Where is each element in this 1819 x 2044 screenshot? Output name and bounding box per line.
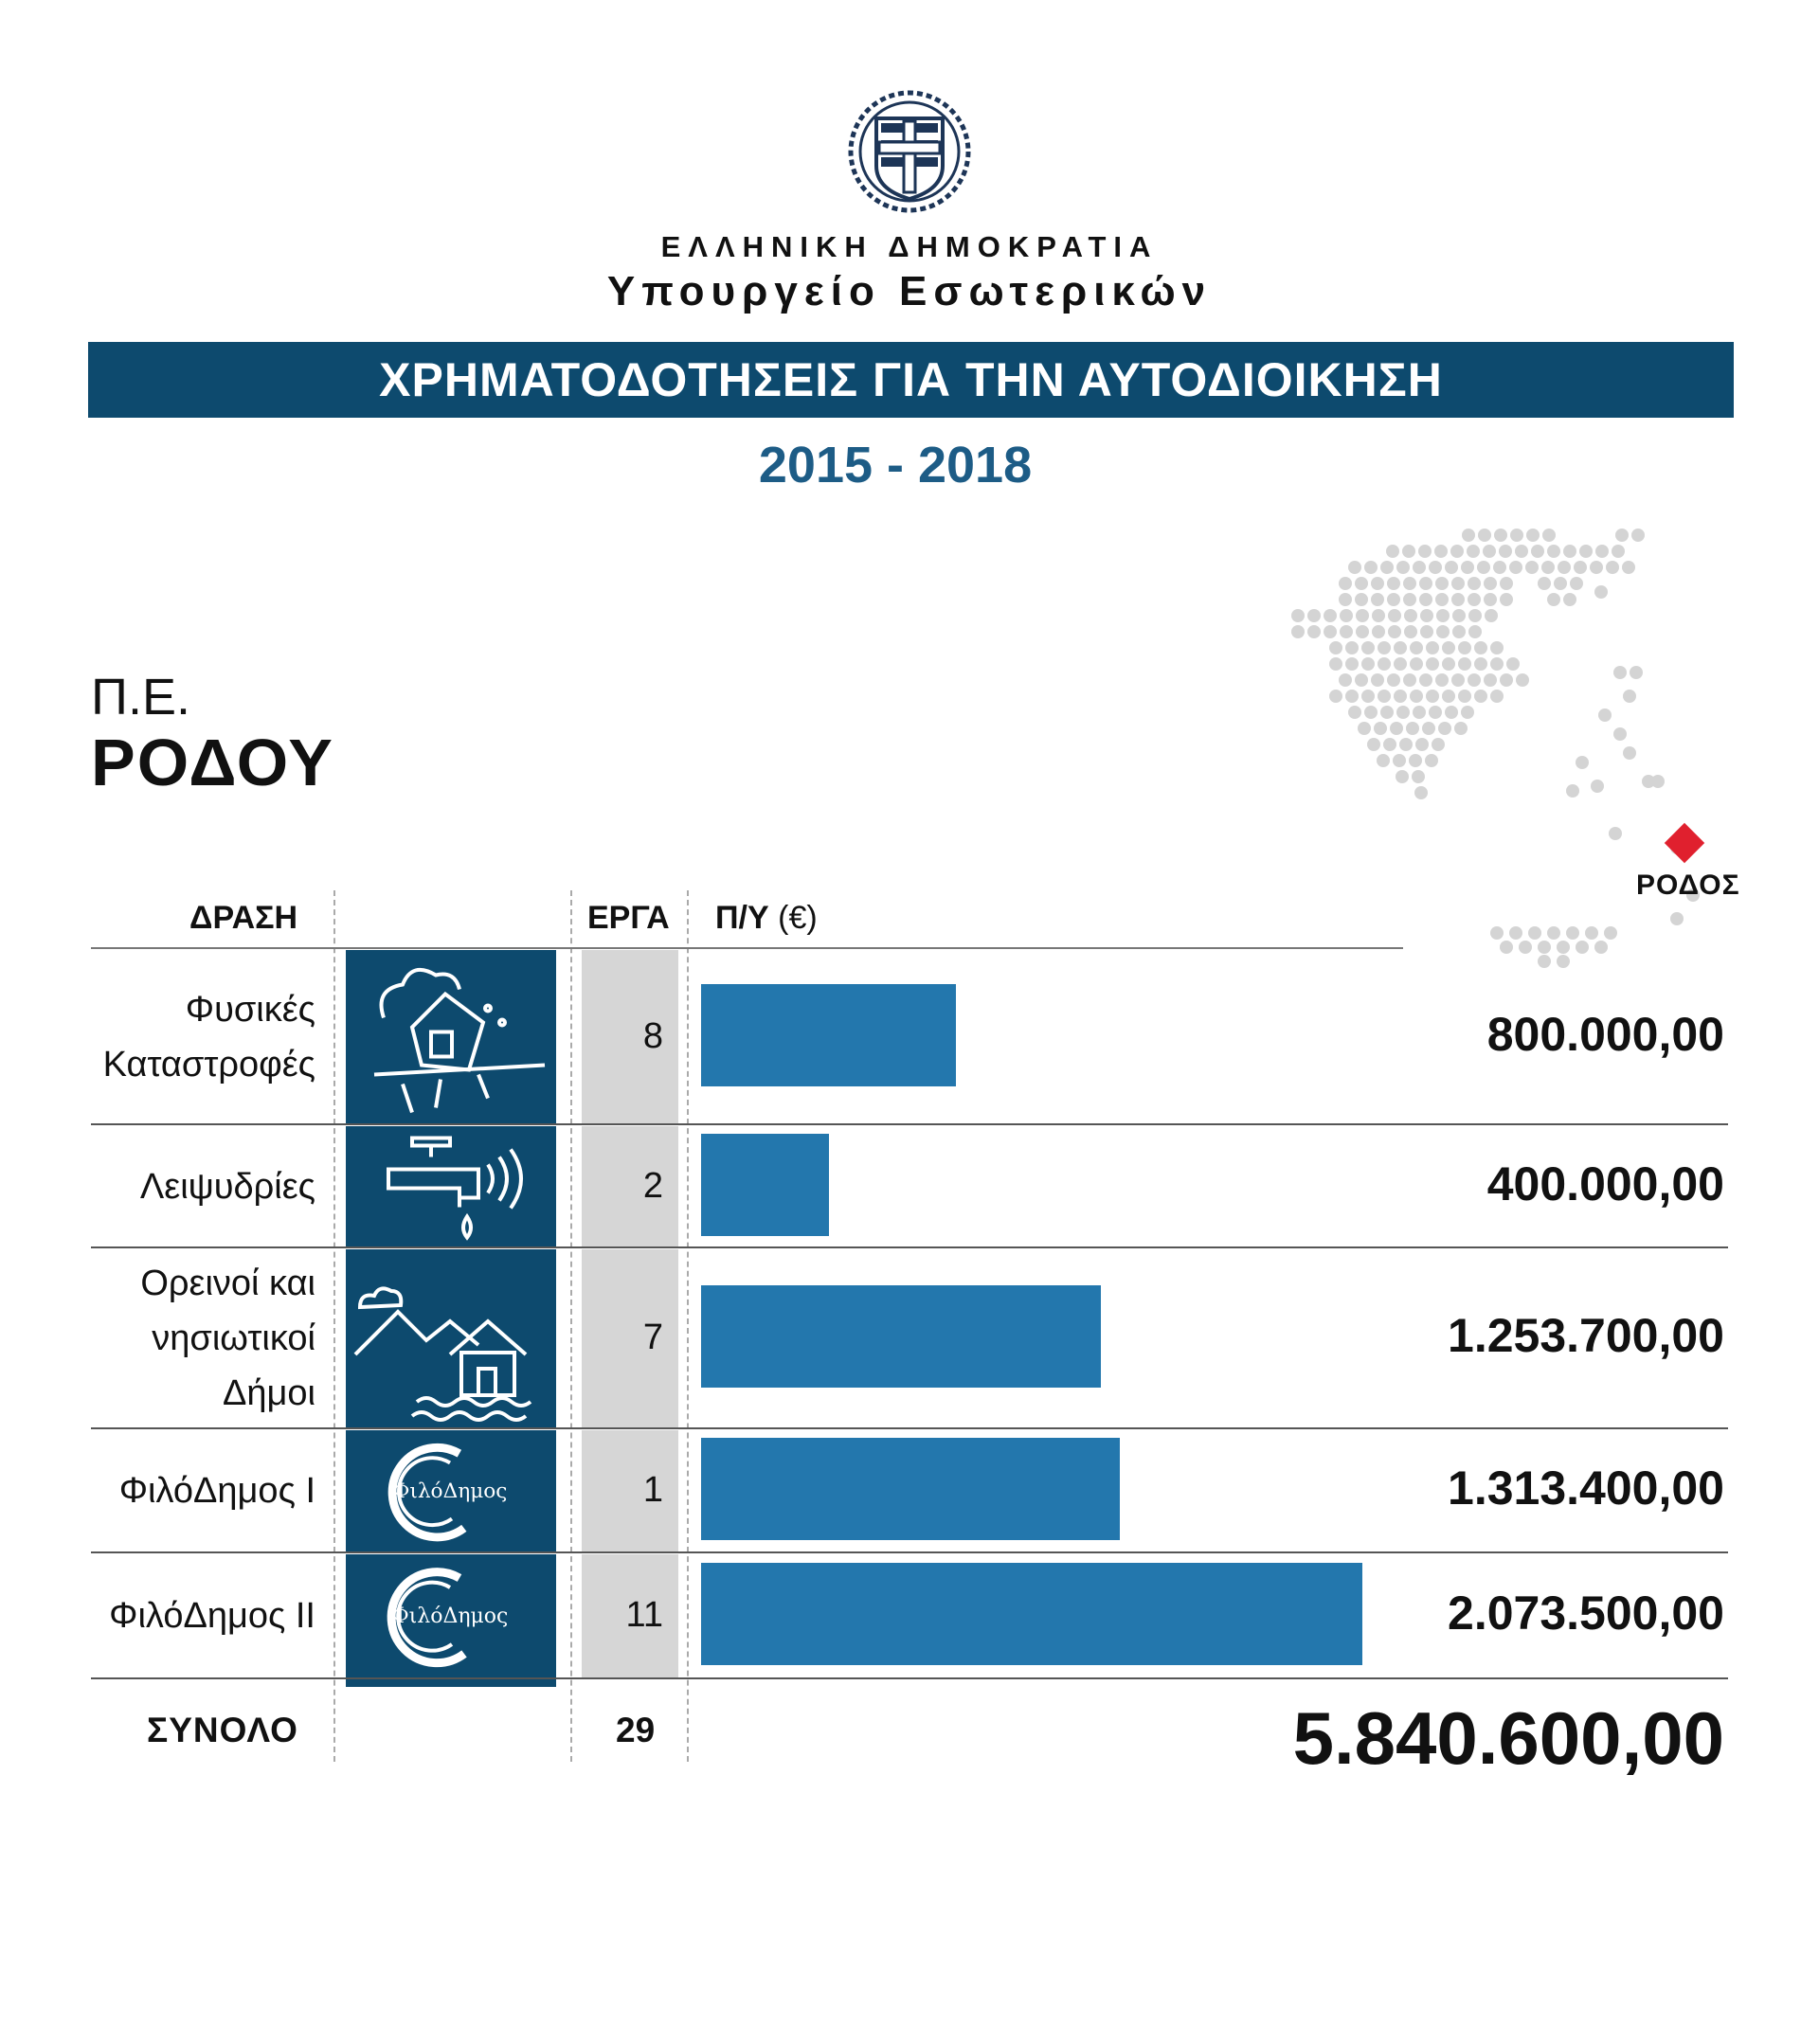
map-dot — [1484, 673, 1497, 687]
map-dot — [1414, 786, 1428, 799]
map-dot — [1494, 529, 1507, 542]
map-dot — [1420, 625, 1433, 638]
action-label-line: Λειψυδρίες — [139, 1166, 315, 1207]
header-budget-label: Π/Υ — [715, 900, 769, 936]
map-dot — [1595, 545, 1609, 558]
map-dot — [1291, 609, 1305, 622]
column-divider — [687, 890, 689, 1762]
map-dot — [1558, 561, 1571, 574]
map-dot — [1403, 577, 1416, 590]
map-dot — [1426, 641, 1439, 654]
map-dot — [1429, 561, 1442, 574]
map-dot — [1387, 673, 1400, 687]
map-dot — [1356, 609, 1369, 622]
map-dot — [1566, 784, 1579, 798]
map-dot — [1415, 738, 1429, 751]
map-dot — [1412, 770, 1425, 783]
map-dot — [1615, 529, 1629, 542]
map-dot — [1380, 706, 1394, 719]
action-label — [119, 1463, 315, 1518]
map-dot — [1361, 657, 1375, 671]
map-dot — [1371, 673, 1384, 687]
map-dot — [1324, 625, 1337, 638]
map-dot — [1474, 641, 1487, 654]
map-dot — [1604, 926, 1617, 940]
map-dot — [1442, 657, 1455, 671]
header-action: ΔΡΑΣΗ — [189, 900, 298, 936]
map-dot — [1434, 545, 1448, 558]
row-divider — [91, 1551, 1728, 1553]
map-dot — [1380, 561, 1394, 574]
map-dot — [1630, 666, 1643, 679]
map-dot — [1396, 706, 1410, 719]
map-dot — [1435, 593, 1449, 606]
map-dot — [1426, 657, 1439, 671]
map-dot — [1519, 941, 1532, 954]
map-dot — [1451, 577, 1465, 590]
map-dot — [1458, 641, 1471, 654]
map-dot — [1484, 593, 1497, 606]
map-dot — [1598, 708, 1612, 722]
page-title: ΧΡΗΜΑΤΟΔΟΤΗΣΕΙΣ ΓΙΑ ΤΗΝ ΑΥΤΟΔΙΟΙΚΗΣΗ — [379, 353, 1443, 406]
budget-bar — [701, 1285, 1101, 1388]
row-divider — [91, 1246, 1728, 1248]
map-dot — [1329, 657, 1342, 671]
map-dot — [1515, 545, 1528, 558]
map-dot — [1478, 529, 1491, 542]
action-label-line: ΦιλόΔημος Ι — [118, 1471, 315, 1511]
svg-text:ΦιλόΔημος: ΦιλόΔημος — [392, 1479, 508, 1503]
map-dot — [1452, 625, 1466, 638]
map-dot — [1474, 657, 1487, 671]
map-dot — [1526, 529, 1540, 542]
map-dot — [1355, 577, 1368, 590]
map-dot — [1339, 577, 1352, 590]
map-dot — [1402, 545, 1415, 558]
map-dot — [1462, 529, 1475, 542]
action-label-line: Δήμοι — [223, 1373, 315, 1413]
map-dot — [1329, 690, 1342, 703]
map-dot — [1622, 561, 1635, 574]
map-dot — [1554, 577, 1567, 590]
map-dot — [1590, 561, 1603, 574]
map-dot — [1345, 690, 1359, 703]
map-dot — [1570, 577, 1583, 590]
map-dot — [1339, 593, 1352, 606]
map-dot — [1594, 585, 1608, 599]
map-dot — [1356, 625, 1369, 638]
map-dot — [1378, 657, 1391, 671]
map-dot — [1329, 641, 1342, 654]
map-dot — [1547, 926, 1560, 940]
map-dot — [1410, 641, 1423, 654]
map-dot — [1579, 545, 1593, 558]
map-dot — [1613, 666, 1627, 679]
map-dot — [1399, 738, 1413, 751]
action-label-line: ΦιλόΔημος ΙΙ — [109, 1596, 315, 1636]
map-dot — [1361, 641, 1375, 654]
row-divider — [91, 1123, 1728, 1125]
map-dot — [1490, 690, 1504, 703]
map-dot — [1474, 690, 1487, 703]
map-dot — [1432, 738, 1445, 751]
map-dot — [1461, 706, 1474, 719]
map-dot — [1388, 609, 1401, 622]
year-range: 2015 - 2018 — [758, 437, 1033, 493]
map-dot — [1591, 780, 1604, 793]
region-prefix: Π.Ε. — [91, 669, 191, 726]
map-dot — [1468, 593, 1481, 606]
map-dot — [1623, 746, 1636, 760]
map-dot — [1291, 625, 1305, 638]
map-dot — [1378, 690, 1391, 703]
map-dot — [1631, 529, 1645, 542]
map-dot — [1355, 593, 1368, 606]
map-dot — [1345, 641, 1359, 654]
map-dot — [1484, 577, 1497, 590]
map-dot — [1509, 561, 1522, 574]
disaster-icon — [346, 950, 556, 1123]
map-dot — [1490, 657, 1504, 671]
header-divider — [91, 947, 1403, 949]
map-dot — [1442, 641, 1455, 654]
map-dot — [1374, 722, 1387, 735]
map-dot — [1458, 690, 1471, 703]
budget-amount: 400.000,00 — [1486, 1156, 1724, 1210]
map-dot — [1419, 673, 1432, 687]
map-dot — [1409, 754, 1422, 767]
action-label-line: Φυσικές — [185, 989, 315, 1030]
map-dot — [1436, 609, 1450, 622]
map-dot — [1403, 673, 1416, 687]
map-dot — [1468, 673, 1481, 687]
map-dot — [1670, 912, 1684, 925]
map-dot — [1563, 593, 1576, 606]
total-projects: 29 — [616, 1711, 656, 1749]
greek-coat-of-arms-icon — [843, 85, 976, 218]
action-label-line: Ορεινοί και — [140, 1264, 315, 1303]
map-dot — [1413, 706, 1426, 719]
map-dot — [1613, 727, 1627, 741]
map-dot — [1623, 690, 1636, 703]
map-dot — [1418, 545, 1432, 558]
map-dot — [1445, 561, 1458, 574]
map-dot — [1585, 926, 1598, 940]
filodimos-logo-icon — [346, 1430, 556, 1551]
map-dot — [1454, 722, 1468, 735]
map-dot — [1450, 545, 1464, 558]
map-dot — [1436, 625, 1450, 638]
map-dot — [1563, 545, 1576, 558]
map-dot — [1538, 941, 1551, 954]
map-dot — [1538, 955, 1551, 968]
map-dot — [1307, 609, 1321, 622]
budget-amount: 1.313.400,00 — [1448, 1461, 1724, 1515]
map-dot — [1442, 690, 1455, 703]
map-dot — [1358, 722, 1371, 735]
map-dot — [1377, 754, 1390, 767]
map-dot — [1394, 641, 1407, 654]
map-dot — [1500, 941, 1513, 954]
projects-count: 2 — [642, 1165, 663, 1206]
water-tap-icon — [346, 1126, 556, 1246]
column-divider — [570, 890, 572, 1762]
map-dot — [1566, 926, 1579, 940]
action-label — [103, 982, 315, 1092]
map-dot — [1383, 738, 1396, 751]
map-dot — [1542, 529, 1556, 542]
map-dot — [1425, 754, 1438, 767]
total-amount: 5.840.600,00 — [1292, 1696, 1724, 1780]
map-dot — [1490, 926, 1504, 940]
projects-count: 11 — [625, 1595, 663, 1635]
map-dot — [1500, 673, 1513, 687]
map-dot — [1324, 609, 1337, 622]
map-dot — [1557, 941, 1570, 954]
projects-count: 1 — [642, 1470, 663, 1510]
map-dot — [1458, 657, 1471, 671]
filodimos-logo-icon — [346, 1554, 556, 1677]
map-dot — [1394, 690, 1407, 703]
svg-text:ΦιλόΔημος: ΦιλόΔημος — [391, 1605, 509, 1628]
map-dot — [1371, 577, 1384, 590]
budget-bar — [701, 984, 956, 1086]
map-dot — [1348, 561, 1361, 574]
ministry-label: Υπουργείο Εσωτερικών — [606, 268, 1213, 314]
map-dot — [1396, 561, 1410, 574]
budget-bar — [701, 1438, 1120, 1540]
map-dot — [1477, 561, 1490, 574]
total-label: ΣΥΝΟΛΟ — [147, 1711, 298, 1749]
map-dot — [1410, 657, 1423, 671]
map-dot — [1445, 706, 1458, 719]
map-dot — [1404, 625, 1417, 638]
budget-bar — [701, 1563, 1362, 1665]
map-dot — [1394, 657, 1407, 671]
map-dot — [1404, 609, 1417, 622]
map-dot — [1557, 955, 1570, 968]
map-dot — [1606, 561, 1619, 574]
map-dot — [1500, 577, 1513, 590]
map-dot — [1390, 722, 1403, 735]
map-dot — [1419, 577, 1432, 590]
column-divider — [333, 890, 335, 1762]
map-dot — [1594, 941, 1608, 954]
map-dot — [1340, 625, 1353, 638]
map-dot — [1429, 706, 1442, 719]
map-dot — [1609, 827, 1622, 840]
map-dot — [1468, 609, 1482, 622]
budget-amount: 2.073.500,00 — [1448, 1587, 1724, 1640]
row-divider — [91, 1677, 1728, 1679]
map-marker-label: ΡΟΔΟΣ — [1636, 870, 1740, 901]
map-dot — [1576, 941, 1589, 954]
map-dot — [1468, 625, 1482, 638]
map-dot — [1506, 657, 1520, 671]
map-dot — [1367, 738, 1380, 751]
map-dot — [1355, 673, 1368, 687]
map-dot — [1468, 577, 1481, 590]
map-dot — [1378, 641, 1391, 654]
map-dot — [1364, 561, 1378, 574]
map-dot — [1388, 625, 1401, 638]
map-dot — [1576, 756, 1589, 769]
map-dot — [1452, 609, 1466, 622]
budget-amount: 800.000,00 — [1486, 1007, 1724, 1061]
map-dot — [1413, 561, 1426, 574]
projects-count: 7 — [642, 1318, 663, 1357]
action-label-line: νησιωτικοί — [152, 1318, 315, 1358]
map-marker-icon — [1665, 823, 1704, 863]
action-label — [140, 1256, 315, 1421]
map-dot — [1345, 657, 1359, 671]
republic-label: ΕΛΛΗΝΙΚΗ ΔΗΜΟΚΡΑΤΙΑ — [660, 230, 1159, 263]
map-dot — [1531, 545, 1544, 558]
action-label — [140, 1159, 315, 1214]
map-dot — [1340, 609, 1353, 622]
map-dot — [1651, 775, 1665, 788]
map-dot — [1493, 561, 1506, 574]
map-dot — [1612, 545, 1625, 558]
map-dot — [1509, 926, 1522, 940]
map-dot — [1339, 673, 1352, 687]
map-dot — [1419, 593, 1432, 606]
map-dot — [1574, 561, 1587, 574]
map-dot — [1500, 593, 1513, 606]
map-dot — [1516, 673, 1529, 687]
icon-column-end — [346, 1679, 556, 1687]
map-dot — [1372, 609, 1385, 622]
map-dot — [1396, 770, 1409, 783]
map-dot — [1372, 625, 1385, 638]
budget-amount: 1.253.700,00 — [1448, 1309, 1724, 1362]
map-dot — [1547, 545, 1560, 558]
projects-count: 8 — [642, 1015, 663, 1056]
map-dot — [1410, 690, 1423, 703]
map-dot — [1426, 690, 1439, 703]
header-budget — [715, 900, 818, 937]
row-divider — [91, 1427, 1728, 1429]
map-dot — [1364, 706, 1378, 719]
map-dot — [1541, 561, 1555, 574]
map-dot — [1538, 577, 1551, 590]
map-dot — [1451, 593, 1465, 606]
map-dot — [1420, 609, 1433, 622]
map-dot — [1361, 690, 1375, 703]
map-dot — [1461, 561, 1474, 574]
map-dot — [1387, 593, 1400, 606]
map-dot — [1403, 593, 1416, 606]
map-dot — [1387, 577, 1400, 590]
map-dot — [1371, 593, 1384, 606]
mountain-house-icon — [346, 1249, 556, 1427]
map-dot — [1438, 722, 1451, 735]
map-dot — [1510, 529, 1523, 542]
action-label-line: Καταστροφές — [102, 1044, 315, 1085]
map-dot — [1348, 706, 1361, 719]
map-dot — [1499, 545, 1512, 558]
map-dot — [1435, 577, 1449, 590]
map-dot — [1485, 609, 1498, 622]
map-dot — [1483, 545, 1496, 558]
map-dot — [1451, 673, 1465, 687]
map-dot — [1307, 625, 1321, 638]
map-dot — [1422, 722, 1435, 735]
map-dot — [1435, 673, 1449, 687]
budget-bar — [701, 1134, 829, 1236]
map-dot — [1393, 754, 1406, 767]
map-dot — [1386, 545, 1399, 558]
action-label — [109, 1588, 315, 1643]
header-projects: ΕΡΓΑ — [587, 900, 670, 936]
header-budget-unit: (€) — [778, 900, 818, 936]
map-dot — [1547, 593, 1560, 606]
map-dot — [1406, 722, 1419, 735]
map-dot — [1528, 926, 1541, 940]
map-dot — [1525, 561, 1539, 574]
map-dot — [1490, 641, 1504, 654]
map-dot — [1467, 545, 1480, 558]
region-name: ΡΟΔΟΥ — [91, 726, 334, 799]
greece-dot-map — [1279, 516, 1772, 990]
